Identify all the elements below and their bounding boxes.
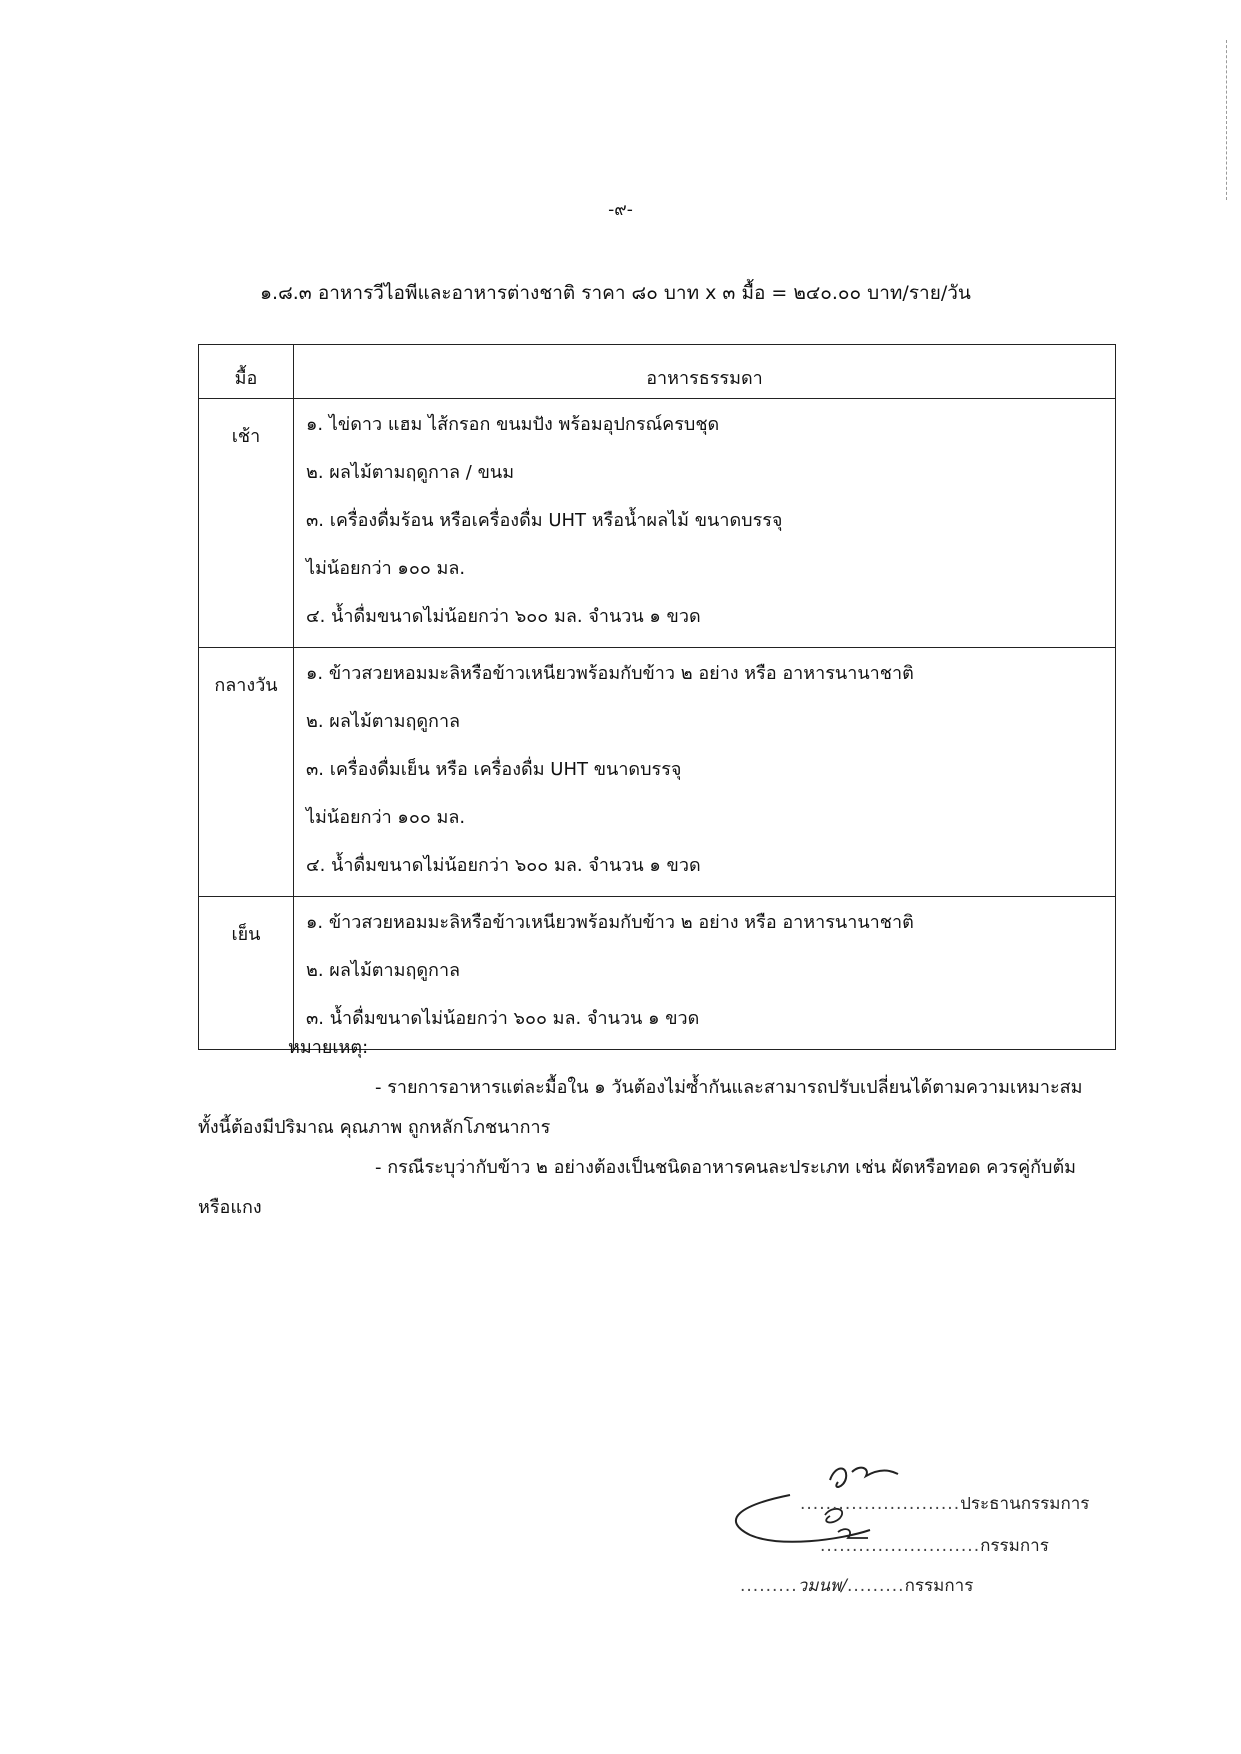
chair-label: ประธานกรรมการ [960, 1494, 1090, 1514]
signature-block [720, 1460, 1100, 1610]
table-row-breakfast [199, 399, 1116, 648]
chair-signature-line [800, 1490, 1089, 1517]
member-label: กรรมการ [980, 1536, 1049, 1556]
member2-handwritten: วมนพ/ [797, 1576, 847, 1596]
scan-edge-mark [1226, 40, 1229, 200]
dinner-items [294, 897, 1116, 1050]
list-item: ๓. น้ำดื่มขนาดไม่น้อยกว่า ๖๐๐ มล. จำนวน ๑ ขวด [306, 1008, 700, 1029]
header-food: อาหารธรรมดา [294, 345, 1116, 399]
note-1-line-1: - รายการอาหารแต่ละมื้อใน ๑ วันต้องไม่ซ้ำกันและสามารถปรับเปลี่ยนได้ตามความเหมาะสม [375, 1077, 1083, 1098]
table-header-row [199, 345, 1116, 399]
table-row-dinner [199, 897, 1116, 1050]
list-item: ไม่น้อยกว่า ๑๐๐ มล. [306, 558, 466, 579]
list-item: ๔. น้ำดื่มขนาดไม่น้อยกว่า ๖๐๐ มล. จำนวน ๑ ขวด [306, 606, 701, 627]
list-item: ๓. เครื่องดื่มเย็น หรือ เครื่องดื่ม UHT ขนาดบรรจุ [306, 759, 682, 780]
note-2-line-2: หรือแกง [198, 1197, 262, 1218]
list-item: ๒. ผลไม้ตามฤดูกาล / ขนม [306, 462, 515, 483]
member2-label: กรรมการ [904, 1576, 974, 1596]
signature-dots: ......................... [800, 1494, 961, 1514]
note-1-line-2: ทั้งนี้ต้องมีปริมาณ คุณภาพ ถูกหลักโภชนาการ [198, 1117, 551, 1138]
notes-title: หมายเหตุ: [288, 1037, 369, 1058]
list-item: ไม่น้อยกว่า ๑๐๐ มล. [306, 807, 466, 828]
note-2-line-1: - กรณีระบุว่ากับข้าว ๒ อย่างต้องเป็นชนิดอาหารคนละประเภท เช่น ผัดหรือทอด ควรคู่กับต้ม [375, 1157, 1077, 1178]
meal-dinner: เย็น [199, 897, 294, 1050]
list-item: ๒. ผลไม้ตามฤดูกาล [306, 960, 461, 981]
lunch-items [294, 648, 1116, 897]
member2-signature-line [740, 1572, 973, 1599]
list-item: ๑. ข้าวสวยหอมมะลิหรือข้าวเหนียวพร้อมกับข้าว ๒ อย่าง หรือ อาหารนานาชาติ [306, 912, 914, 933]
page-number: -๙- [608, 200, 633, 220]
breakfast-items [294, 399, 1116, 648]
signature-dots: ......... [846, 1576, 905, 1596]
table-row-lunch [199, 648, 1116, 897]
meal-lunch: กลางวัน [199, 648, 294, 897]
meal-breakfast: เช้า [199, 399, 294, 648]
list-item: ๔. น้ำดื่มขนาดไม่น้อยกว่า ๖๐๐ มล. จำนวน ๑ ขวด [306, 855, 701, 876]
member-signature-line [820, 1532, 1049, 1559]
list-item: ๑. ข้าวสวยหอมมะลิหรือข้าวเหนียวพร้อมกับข้าว ๒ อย่าง หรือ อาหารนานาชาติ [306, 663, 914, 684]
signature-dots: ......... [740, 1576, 798, 1596]
header-meal: มื้อ [199, 345, 294, 399]
meal-menu-table [198, 344, 1116, 1050]
list-item: ๒. ผลไม้ตามฤดูกาล [306, 711, 461, 732]
list-item: ๑. ไข่ดาว แฮม ไส้กรอก ขนมปัง พร้อมอุปกรณ์ครบชุด [306, 414, 720, 435]
section-heading: ๑.๘.๓ อาหารวีไอพีและอาหารต่างชาติ ราคา ๘๐ บาท x ๓ มื้อ = ๒๔๐.๐๐ บาท/ราย/วัน [260, 282, 971, 304]
signature-dots: ......................... [820, 1536, 981, 1556]
list-item: ๓. เครื่องดื่มร้อน หรือเครื่องดื่ม UHT หรือน้ำผลไม้ ขนาดบรรจุ [306, 510, 783, 531]
